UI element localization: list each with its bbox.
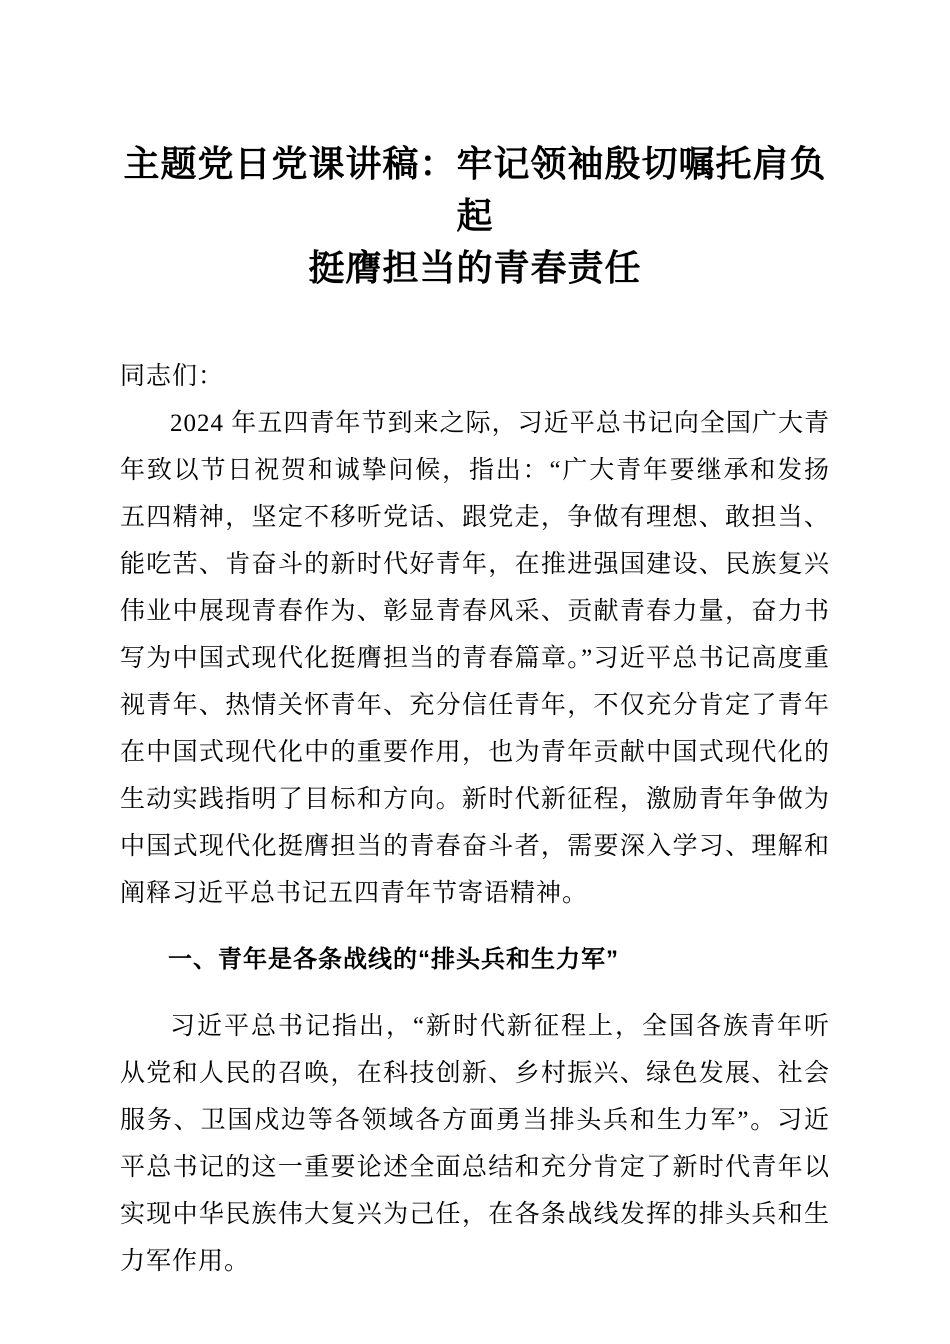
- section-heading-1: 一、青年是各条战线的“排头兵和生力军”: [168, 946, 619, 974]
- document-title-line-2: 挺膺担当的青春责任: [308, 248, 642, 289]
- document-title: [120, 138, 830, 295]
- paragraph-1: 2024 年五四青年节到来之际，习近平总书记向全国广大青年致以节日祝贺和诚挚问候，指出：“广大青年要继承和发扬五四精神，坚定不移听党话、跟党走，争做有理想、敢担当、能吃苦、肯奋斗的新时代好青年，在推进强国建设、民族复兴伟业中展现青春作为、彰显青春风采、贡献青春力量，奋力书写为中国式现代化挺膺担当的青春篇章。”习近平总书记高度重视青年、热情关怀青年、充分信任青年，不仅充分肯定了青年在中国式现代化中的重要作用，也为青年贡献中国式现代化的生动实践指明了目标和方向。新时代新征程，激励青年争做为中国式现代化挺膺担当的青春奋斗者，需要深入学习、理解和阐释习近平总书记五四青年节寄语精神。: [120, 409, 830, 907]
- paragraph-2: 习近平总书记指出，“新时代新征程上，全国各族青年听从党和人民的召唤，在科技创新、乡村振兴、绿色发展、社会服务、卫国戍边等各领域各方面勇当排头兵和生力军”。习近平总书记的这一重要论述全面总结和充分肯定了新时代青年以实现中华民族伟大复兴为己任，在各条战线发挥的排头兵和生力军作用。: [120, 1013, 830, 1276]
- salutation: 同志们：: [120, 362, 225, 390]
- document-title-line-1: 主题党日党课讲稿：牢记领袖殷切嘱托肩负起: [123, 144, 827, 237]
